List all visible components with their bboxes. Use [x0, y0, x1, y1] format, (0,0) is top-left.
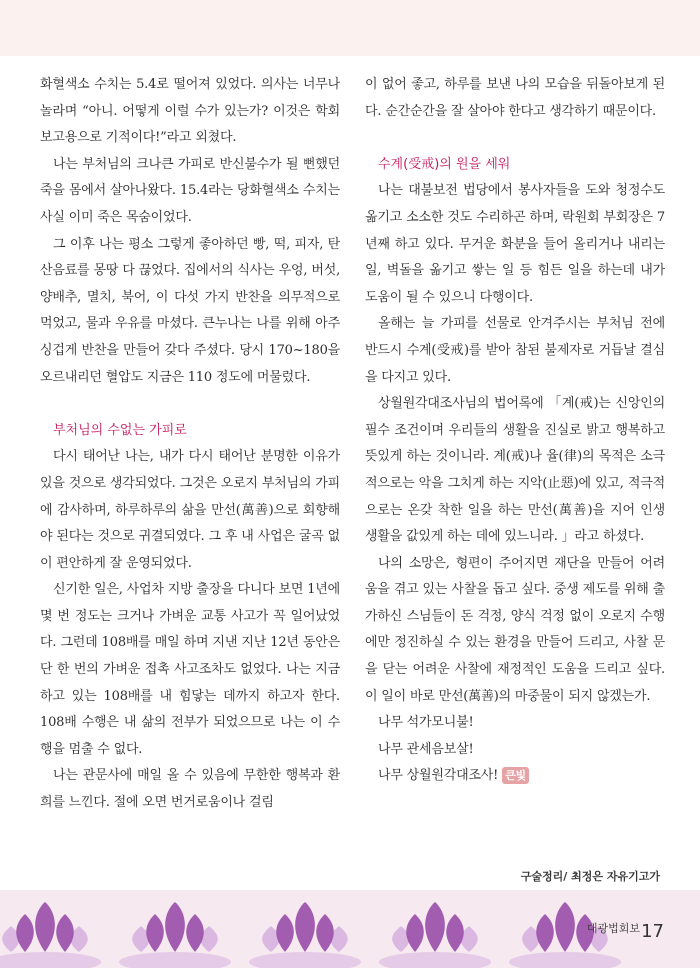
paragraph: 이 없어 좋고, 하루를 보낸 나의 모습을 뒤돌아보게 된다. 순간순간을 잘 살아야 한다고 생각하기 때문이다. [365, 77, 665, 119]
prayer-line [365, 763, 665, 790]
prayer-line: 나무 관세음보살! [378, 741, 474, 757]
paragraph: 신기한 일은, 사업차 지방 출장을 다니다 보면 1년에 몇 번 정도는 크거나 가벼운 교통 사고가 꼭 일어났었다. 그런데 108배를 매일 하며 지낸 지난 12년 동안은 단 한 번의 가벼운 접촉 사고조차도 없었다. 나는 지금하고 있는 108배를 내 힘닿는 데까지 하고자 한다. 108배 수행은 내 삶의 전부가 되었으므로 나는 이 수행을 멈출 수 없다. [40, 582, 340, 757]
footer-lotus-band [0, 890, 700, 968]
lotus-leaf [379, 952, 491, 968]
left-column [40, 72, 340, 817]
section-gap [365, 125, 665, 152]
paragraph: 그 이후 나는 평소 그렇게 좋아하던 빵, 떡, 피자, 탄산음료를 몽땅 다 끊었다. 집에서의 식사는 우엉, 버섯, 양배추, 멸치, 북어, 이 다섯 가지 반찬을 의무적으로 먹었고, 물과 우유를 마셨다. 큰누나는 나를 위해 아주 싱겁게 반찬을 만들어 갖다 주셨다. 당시 170~180을 오르내리던 혈압도 지금은 110 정도에 머물렀다. [40, 236, 340, 385]
lotus-leaf [119, 952, 231, 968]
page-number: 17 [641, 921, 664, 942]
lotus-leaf [509, 952, 621, 968]
lotus-leaf [249, 952, 361, 968]
lotus-petal [35, 902, 55, 952]
author-credit: 구술정리/ 최정은 자유기고가 [520, 870, 660, 883]
lotus-petal [295, 902, 315, 952]
lotus-petal [406, 914, 424, 952]
paragraph: 올해는 늘 가피를 선물로 안겨주시는 부처님 전에 반드시 수계(受戒)를 받아 참된 불제자로 거듭날 결심을 다지고 있다. [365, 316, 665, 385]
paragraph: 나의 소망은, 형편이 주어지면 재단을 만들어 어려움을 겪고 있는 사찰을 돕고 싶다. 중생 제도를 위해 출가하신 스님들이 돈 걱정, 양식 걱정 없이 오로지 수행에만 정진하실 수 있는 환경을 만들어 드리고, 사찰 문을 닫는 어려운 사찰에 재정적인 도움을 드리고 싶다. 이 일이 바로 만선(萬善)의 마중물이 되지 않겠는가. [365, 555, 665, 704]
publication-name: 대광법회보 [586, 922, 640, 935]
lotus-petal [446, 914, 464, 952]
section-gap [40, 391, 340, 418]
section-heading: 부처님의 수없는 가피로 [53, 422, 187, 438]
end-mark-icon: 큰빛 [502, 767, 529, 784]
right-column [365, 72, 665, 790]
paragraph: 상월원각대조사님의 법어록에 「계(戒)는 신앙인의 필수 조건이며 우리들의 생활을 진실로 밝고 행복하고 뜻있게 하는 것이니라. 계(戒)나 율(律)의 목적은 소극적으로는 악을 그치게 하는 지악(止惡)에 있고, 적극적으로는 온갖 착한 일을 하는 만선(萬善)을 지어 인생 생활을 값있게 하는 데에 있느니라. 」라고 하셨다. [365, 396, 665, 545]
lotus-petal [536, 914, 554, 952]
lotus-petal [56, 914, 74, 952]
lotus-petal [146, 914, 164, 952]
top-band [0, 0, 700, 56]
section-heading: 수계(受戒)의 원을 세워 [378, 156, 511, 172]
lotus-petal [186, 914, 204, 952]
lotus-petal [16, 914, 34, 952]
lotus-petal [425, 902, 445, 952]
paragraph: 다시 태어난 나는, 내가 다시 태어난 분명한 이유가 있을 것으로 생각되었다. 그것은 오로지 부처님의 가피에 감사하며, 하루하루의 삶을 만선(萬善)으로 회향해야 된다는 것으로 귀결되였다. 그 후 내 사업은 굴곡 없이 편안하게 잘 운영되었다. [40, 449, 340, 571]
paragraph: 나는 부처님의 크나큰 가피로 반신불수가 될 뻔했던 죽을 몸에서 살아나왔다. 15.4라는 당화혈색소 수치는 사실 이미 죽은 목숨이었다. [40, 156, 340, 225]
lotus-petal [316, 914, 334, 952]
lotus-petal [276, 914, 294, 952]
paragraph: 화혈색소 수치는 5.4로 떨어져 있었다. 의사는 너무나 놀라며 “아니. 어떻게 이럴 수가 있는가? 이것은 학회 보고용으로 기적이다!”라고 외쳤다. [40, 77, 340, 146]
paragraph: 나는 대불보전 법당에서 봉사자들을 도와 청정수도 옮기고 소소한 것도 수리하곤 하며, 락원회 부회장은 7년째 하고 있다. 무거운 화분을 들어 올리거나 내리는 일, 벽돌을 옮기고 쌓는 일 등 힘든 일을 하는데 내가 도움이 될 수 있으니 다행이다. [365, 183, 665, 305]
prayer-line: 나무 석가모니불! [378, 715, 474, 731]
lotus-petal [555, 902, 575, 952]
lotus-leaf [0, 952, 101, 968]
prayer-text: 나무 상월원각대조사! [378, 768, 499, 784]
paragraph: 나는 관문사에 매일 올 수 있음에 무한한 행복과 환희를 느낀다. 절에 오면 번거로움이나 걸림 [40, 768, 340, 811]
lotus-petal [165, 902, 185, 952]
